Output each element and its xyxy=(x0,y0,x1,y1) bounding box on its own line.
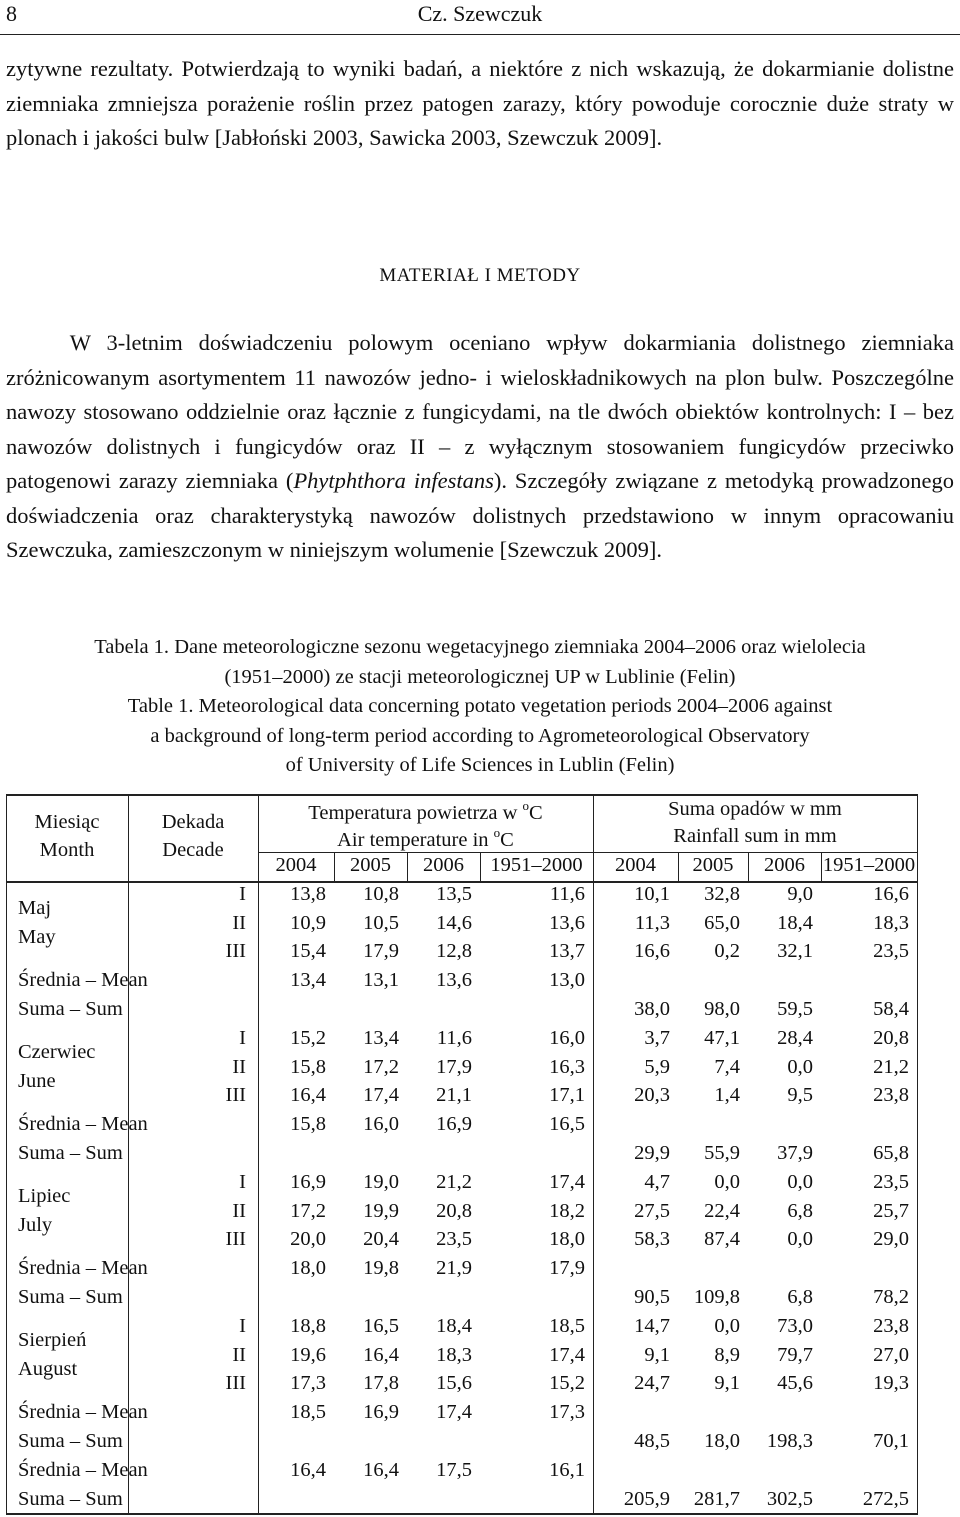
table-cell: 16,0 xyxy=(549,1027,585,1049)
table-cell: 17,4 xyxy=(549,1171,585,1193)
table-cell: 9,1 xyxy=(644,1343,670,1366)
caption-pl-label: Tabela 1. xyxy=(94,636,170,658)
table-cell: 11,6 xyxy=(436,1027,472,1049)
table-cell: 18,0 xyxy=(549,1228,585,1251)
table-caption-pl xyxy=(30,633,930,692)
table-cell: 90,5 xyxy=(634,1285,670,1308)
mean-label: Średnia – Mean xyxy=(18,1113,148,1136)
methods-text-b: ). Szczegóły związane z metodyką prowadzonego doświadczenia oraz charakterystyką nawozów dolistnych przedstawiono w innym opracowaniu Szewczuka, zamieszczonym w niniejszym wolumenie [Szewczuk 2009]. xyxy=(6,468,954,562)
table-cell: 0,0 xyxy=(714,1171,740,1193)
table-cell: 11,6 xyxy=(549,883,585,905)
table-cell: 0,0 xyxy=(787,1171,813,1193)
year-header: 2006 xyxy=(764,854,805,876)
table-cell: 17,8 xyxy=(363,1372,399,1395)
table-cell: 0,0 xyxy=(787,1055,813,1078)
decade-label: III xyxy=(225,1084,246,1107)
table-rule-years xyxy=(258,852,918,853)
table-cell: 16,1 xyxy=(549,1459,585,1481)
table-cell: 27,5 xyxy=(634,1199,670,1222)
table-cell: 16,9 xyxy=(436,1113,472,1136)
table-cell: 73,0 xyxy=(777,1315,813,1337)
total-mean-label: Średnia – Mean xyxy=(18,1459,148,1481)
year-header: 1951–2000 xyxy=(822,854,916,876)
meteo-table xyxy=(6,794,918,1514)
year-header: 2006 xyxy=(423,854,464,876)
decade-label: I xyxy=(239,883,246,905)
table-cell: 15,2 xyxy=(549,1372,585,1395)
table-cell: 15,8 xyxy=(290,1055,326,1078)
table-cell: 13,0 xyxy=(549,969,585,992)
table-cell: 13,4 xyxy=(363,1027,399,1049)
table-cell: 0,2 xyxy=(714,940,740,963)
table-cell: 7,4 xyxy=(714,1055,740,1078)
methods-text-a: W 3-letnim doświadczeniu polowym oceniano wpływ dokarmiania dolistnego ziemniaka zróżnicowanym asortymentem 11 nawozów jedno- i wieloskładnikowych na plon bulw. Poszczególne nawozy stosowano oddzielnie oraz łącznie z fungicydami, na tle dwóch obiektów kontrolnych: I – bez nawozów dolistnych i fungicydów oraz II – z wyłącznym stosowaniem fungicydów przeciwko patogenowi zarazy ziemniaka ( xyxy=(6,330,954,493)
table-cell: 18,3 xyxy=(873,911,909,934)
sum-label: Suma – Sum xyxy=(18,1429,123,1452)
table-cell: 22,4 xyxy=(704,1199,740,1222)
table-cell: 16,9 xyxy=(290,1171,326,1193)
table-cell: 16,0 xyxy=(363,1113,399,1136)
decade-label: I xyxy=(239,1171,246,1193)
table-cell: 19,8 xyxy=(363,1257,399,1280)
table-cell: 5,9 xyxy=(644,1055,670,1078)
table-cell: 109,8 xyxy=(693,1285,740,1308)
header-temp-unit: C xyxy=(529,802,543,824)
table-cell: 18,5 xyxy=(290,1401,326,1424)
table-cell: 302,5 xyxy=(766,1487,813,1510)
table-cell: 65,0 xyxy=(704,911,740,934)
decade-label: I xyxy=(239,1027,246,1049)
caption-en-label: Table 1. xyxy=(127,695,194,717)
table-cell: 0,0 xyxy=(714,1315,740,1337)
table-cell: 28,4 xyxy=(777,1027,813,1049)
header-rain-pl: Suma opadów w mm xyxy=(668,798,842,820)
table-cell: 16,3 xyxy=(549,1055,585,1078)
table-cell: 55,9 xyxy=(704,1141,740,1164)
table-cell: 13,6 xyxy=(436,969,472,992)
table-cell: 17,9 xyxy=(549,1257,585,1280)
table-cell: 16,4 xyxy=(290,1084,326,1107)
table-cell: 16,5 xyxy=(363,1315,399,1337)
table-cell: 20,8 xyxy=(436,1199,472,1222)
table-cell: 98,0 xyxy=(704,997,740,1020)
table-cell: 18,5 xyxy=(549,1315,585,1337)
table-cell: 16,6 xyxy=(634,940,670,963)
table-cell: 14,6 xyxy=(436,911,472,934)
running-head: Cz. Szewczuk xyxy=(417,1,543,26)
year-header: 1951–2000 xyxy=(490,854,583,876)
table-cell: 12,8 xyxy=(436,940,472,963)
table-cell: 20,8 xyxy=(873,1027,909,1049)
table-cell: 10,1 xyxy=(634,883,670,905)
header-rain-en: Rainfall sum in mm xyxy=(673,825,837,847)
table-cell: 23,5 xyxy=(436,1228,472,1251)
table-cell: 14,7 xyxy=(634,1315,670,1337)
month-name-pl: Czerwiec xyxy=(18,1041,96,1063)
table-cell: 20,0 xyxy=(290,1228,326,1251)
month-name-en: July xyxy=(18,1214,53,1236)
decade-label: I xyxy=(239,1315,246,1337)
month-name-pl: Lipiec xyxy=(18,1185,71,1207)
mean-label: Średnia – Mean xyxy=(18,1401,148,1424)
table-cell: 9,0 xyxy=(787,883,813,905)
decade-label: II xyxy=(232,1055,246,1078)
table-rule-top xyxy=(6,794,918,796)
mean-label: Średnia – Mean xyxy=(18,1257,148,1280)
table-cell: 59,5 xyxy=(777,997,813,1020)
decade-label: II xyxy=(232,911,246,934)
table-cell: 18,8 xyxy=(290,1315,326,1337)
table-cell: 13,5 xyxy=(436,883,472,905)
table-vline-1 xyxy=(6,794,7,1514)
table-cell: 6,8 xyxy=(787,1285,813,1308)
table-cell: 198,3 xyxy=(766,1429,813,1452)
table-cell: 15,2 xyxy=(290,1027,326,1049)
table-cell: 19,9 xyxy=(363,1199,399,1222)
header-temp-en xyxy=(258,825,593,852)
table-cell: 17,1 xyxy=(549,1084,585,1107)
table-cell: 18,4 xyxy=(777,911,813,934)
decade-label: III xyxy=(225,940,246,963)
table-rule-bottom xyxy=(6,1513,918,1515)
table-cell: 16,4 xyxy=(363,1459,399,1481)
month-name-en: June xyxy=(18,1070,56,1092)
table-cell: 281,7 xyxy=(693,1487,740,1510)
table-cell: 205,9 xyxy=(623,1487,670,1510)
caption-pl-line2: (1951–2000) ze stacji meteorologicznej UP w Lublinie (Felin) xyxy=(224,665,736,688)
table-cell: 79,7 xyxy=(777,1343,813,1366)
table-vline-11 xyxy=(917,794,918,1514)
month-name-pl: Sierpień xyxy=(18,1329,87,1351)
table-cell: 47,1 xyxy=(704,1027,740,1049)
table-cell: 13,4 xyxy=(290,969,326,992)
table-cell: 16,9 xyxy=(363,1401,399,1424)
table-cell: 23,5 xyxy=(873,1171,909,1193)
table-cell: 19,3 xyxy=(873,1372,909,1395)
table-cell: 20,4 xyxy=(363,1228,399,1251)
table-cell: 21,2 xyxy=(436,1171,472,1193)
decade-label: III xyxy=(225,1228,246,1251)
table-cell: 10,5 xyxy=(363,911,399,934)
table-cell: 21,2 xyxy=(873,1055,909,1078)
table-cell: 13,8 xyxy=(290,883,326,905)
degree-sign: o xyxy=(493,825,501,840)
table-cell: 16,4 xyxy=(290,1459,326,1481)
table-cell: 21,9 xyxy=(436,1257,472,1280)
table-cell: 3,7 xyxy=(644,1027,670,1049)
table-cell: 45,6 xyxy=(777,1372,813,1395)
table-cell: 17,2 xyxy=(363,1055,399,1078)
table-cell: 48,5 xyxy=(634,1429,670,1452)
table-cell: 15,4 xyxy=(290,940,326,963)
table-cell: 16,4 xyxy=(363,1343,399,1366)
caption-en-line1: Meteorological data concerning potato vegetation periods 2004–2006 against xyxy=(193,695,833,717)
table-cell: 17,9 xyxy=(363,940,399,963)
header-temp-pl xyxy=(258,798,593,825)
table-cell: 6,8 xyxy=(787,1199,813,1222)
table-cell: 70,1 xyxy=(873,1429,909,1452)
table-cell: 13,7 xyxy=(549,940,585,963)
table-caption-en xyxy=(30,692,930,781)
month-name-pl: Maj xyxy=(18,897,52,919)
sum-label: Suma – Sum xyxy=(18,997,123,1020)
decade-label: II xyxy=(232,1199,246,1222)
total-sum-label: Suma – Sum xyxy=(18,1487,123,1510)
table-cell: 32,1 xyxy=(777,940,813,963)
table-cell: 18,2 xyxy=(549,1199,585,1222)
table-cell: 9,5 xyxy=(787,1084,813,1107)
caption-en-line3: of University of Life Sciences in Lublin (Felin) xyxy=(285,754,675,776)
table-cell: 4,7 xyxy=(644,1171,670,1193)
table-cell: 65,8 xyxy=(873,1141,909,1164)
methods-paragraph xyxy=(6,326,954,568)
month-name-en: August xyxy=(18,1358,78,1380)
decade-label: II xyxy=(232,1343,246,1366)
table-cell: 21,1 xyxy=(436,1084,472,1107)
table-cell: 19,6 xyxy=(290,1343,326,1366)
table-cell: 10,9 xyxy=(290,911,326,934)
sum-label: Suma – Sum xyxy=(18,1285,123,1308)
table-cell: 8,9 xyxy=(714,1343,740,1366)
table-cell: 19,0 xyxy=(363,1171,399,1193)
header-temp-en-text: Air temperature in xyxy=(337,829,494,851)
table-cell: 29,9 xyxy=(634,1141,670,1164)
table-cell: 24,7 xyxy=(634,1372,670,1395)
table-cell: 13,6 xyxy=(549,911,585,934)
table-cell: 15,8 xyxy=(290,1113,326,1136)
section-title: MATERIAŁ I METODY xyxy=(379,265,581,286)
table-cell: 17,4 xyxy=(436,1401,472,1424)
table-cell: 20,3 xyxy=(634,1084,670,1107)
header-decade-pl: Dekada xyxy=(161,811,225,833)
year-header: 2004 xyxy=(615,854,656,876)
table-cell: 16,5 xyxy=(549,1113,585,1136)
table-cell: 13,1 xyxy=(363,969,399,992)
table-cell: 17,3 xyxy=(290,1372,326,1395)
sum-label: Suma – Sum xyxy=(18,1141,123,1164)
table-cell: 17,5 xyxy=(436,1459,472,1481)
table-cell: 17,4 xyxy=(363,1084,399,1107)
table-cell: 18,3 xyxy=(436,1343,472,1366)
caption-en-line2: a background of long-term period according to Agrometeorological Observatory xyxy=(150,724,810,747)
table-cell: 38,0 xyxy=(634,997,670,1020)
table-cell: 15,6 xyxy=(436,1372,472,1395)
table-cell: 17,9 xyxy=(436,1055,472,1078)
table-cell: 37,9 xyxy=(777,1141,813,1164)
table-cell: 11,3 xyxy=(634,911,670,934)
header-temp-unit: C xyxy=(500,829,514,851)
table-cell: 17,3 xyxy=(549,1401,585,1424)
table-cell: 9,1 xyxy=(714,1372,740,1395)
month-name-en: May xyxy=(18,926,56,948)
table-cell: 32,8 xyxy=(704,883,740,905)
table-cell: 58,3 xyxy=(634,1228,670,1251)
header-month-en: Month xyxy=(39,839,95,861)
year-header: 2005 xyxy=(350,854,391,876)
header-month-pl: Miesiąc xyxy=(34,811,100,833)
species-name: Phytphthora infestans xyxy=(293,468,494,493)
table-cell: 17,4 xyxy=(549,1343,585,1366)
table-cell: 78,2 xyxy=(873,1285,909,1308)
table-cell: 23,8 xyxy=(873,1315,909,1337)
page-header xyxy=(0,0,960,35)
year-header: 2004 xyxy=(275,854,317,876)
table-cell: 16,6 xyxy=(873,883,909,905)
table-cell: 23,8 xyxy=(873,1084,909,1107)
table-cell: 10,8 xyxy=(363,883,399,905)
table-cell: 18,0 xyxy=(290,1257,326,1280)
header-temp-pl-text: Temperatura powietrza w xyxy=(308,802,523,824)
decade-label: III xyxy=(225,1372,246,1395)
table-cell: 27,0 xyxy=(873,1343,909,1366)
table-cell: 17,2 xyxy=(290,1199,326,1222)
table-cell: 0,0 xyxy=(787,1228,813,1251)
header-decade-en: Decade xyxy=(162,839,224,861)
table-cell: 29,0 xyxy=(873,1228,909,1251)
table-cell: 87,4 xyxy=(704,1228,740,1251)
table-cell: 1,4 xyxy=(714,1084,740,1107)
table-cell: 18,4 xyxy=(436,1315,472,1337)
table-cell: 18,0 xyxy=(704,1429,740,1452)
caption-pl-line1: Dane meteorologiczne sezonu wegetacyjnego ziemniaka 2004–2006 oraz wielolecia xyxy=(169,636,866,658)
page-number: 8 xyxy=(6,1,17,26)
table-cell: 25,7 xyxy=(873,1199,909,1222)
table-cell: 272,5 xyxy=(862,1487,909,1510)
table-cell: 23,5 xyxy=(873,940,909,963)
intro-paragraph: zytywne rezultaty. Potwierdzają to wyniki badań, a niektóre z nich wskazują, że dokarmianie dolistne ziemniaka zmniejsza porażenie roślin przez patogen zarazy, który powoduje corocznie duże straty w plonach i jakości bulw [Jabłoński 2003, Sawicka 2003, Szewczuk 2009]. xyxy=(6,56,954,150)
year-header: 2005 xyxy=(692,854,734,876)
degree-sign: o xyxy=(522,798,530,813)
mean-label: Średnia – Mean xyxy=(18,969,148,992)
table-cell: 58,4 xyxy=(873,997,909,1020)
